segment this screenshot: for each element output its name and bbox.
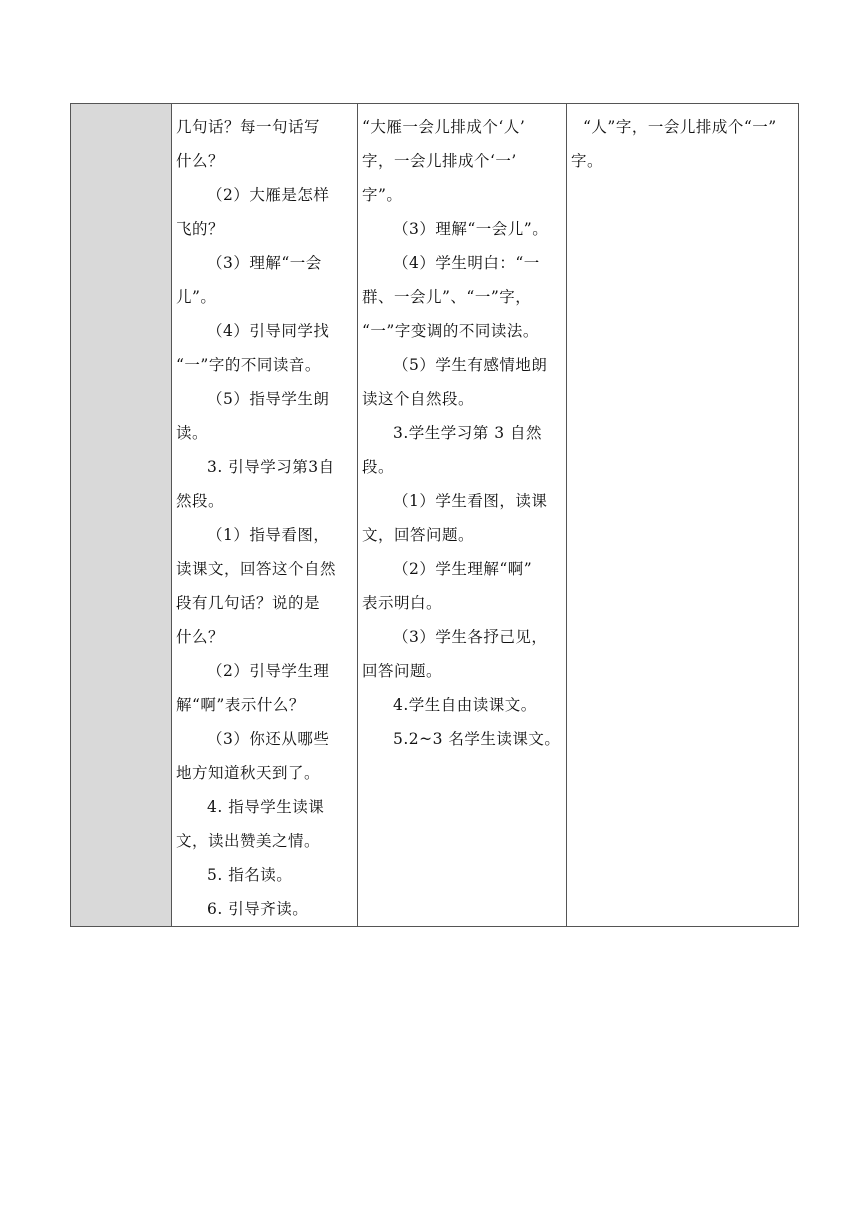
- teacher-line: 什么？: [176, 152, 225, 170]
- student-line: （3）理解“一会儿”。: [393, 220, 549, 238]
- notes-line: “人”字，一会儿排成个“一”: [583, 118, 777, 136]
- teacher-line: （4）引导同学找: [207, 322, 330, 340]
- section-label-cell: [71, 104, 172, 927]
- student-activity-cell: [358, 104, 567, 927]
- teacher-line: 解“啊”表示什么？: [176, 696, 305, 714]
- student-line: 文，回答问题。: [362, 526, 475, 544]
- student-line: 表示明白。: [362, 594, 443, 612]
- teacher-line: 什么？: [176, 628, 225, 646]
- teacher-line: 6. 引导齐读。: [207, 900, 309, 918]
- student-line: “一”字变调的不同读法。: [362, 322, 539, 340]
- teacher-line: （2）大雁是怎样: [207, 186, 330, 204]
- teacher-line: 4. 指导学生读课: [207, 798, 325, 816]
- student-line: （2）学生理解“啊”: [393, 560, 533, 578]
- student-line: （3）学生各抒己见，: [393, 628, 548, 646]
- teacher-line: （3）理解“一会: [207, 254, 322, 272]
- student-line: 读这个自然段。: [362, 390, 475, 408]
- student-line: 5.2~3 名学生读课文。: [393, 730, 561, 748]
- teacher-line: （5）指导学生朗: [207, 390, 330, 408]
- student-line: “大雁一会儿排成个‘人’: [362, 118, 526, 136]
- teacher-line: 几句话？每一句话写: [176, 118, 321, 136]
- student-line: 3.学生学习第 3 自然: [393, 424, 543, 442]
- teacher-line: “一”字的不同读音。: [176, 356, 321, 374]
- student-line: 回答问题。: [362, 662, 443, 680]
- student-line: 群、一会儿”、“一”字，: [362, 288, 532, 306]
- student-line: 4.学生自由读课文。: [393, 696, 537, 714]
- table-row: [71, 104, 799, 927]
- student-line: 段。: [362, 458, 395, 476]
- student-line: （5）学生有感情地朗: [393, 356, 548, 374]
- teacher-line: 儿”。: [176, 288, 217, 306]
- student-line: （4）学生明白：“一: [393, 254, 540, 272]
- student-line: （1）学生看图，读课: [393, 492, 548, 510]
- teacher-line: 段有几句话？说的是: [176, 594, 321, 612]
- teacher-line: （2）引导学生理: [207, 662, 330, 680]
- student-line: 字”。: [362, 186, 403, 204]
- teacher-line: 文，读出赞美之情。: [176, 832, 321, 850]
- teacher-line: （1）指导看图，: [207, 526, 330, 544]
- teacher-line: 3. 引导学习第3自: [207, 458, 335, 476]
- design-notes-cell: [567, 104, 799, 927]
- student-line: 字，一会儿排成个‘一’: [362, 152, 517, 170]
- teacher-line: 读课文，回答这个自然: [176, 560, 337, 578]
- teacher-line: 然段。: [176, 492, 225, 510]
- teacher-line: （3）你还从哪些: [207, 730, 330, 748]
- teacher-line: 读。: [176, 424, 209, 442]
- teacher-activity-cell: [172, 104, 358, 927]
- lesson-plan-table: [70, 103, 799, 927]
- teacher-line: 5. 指名读。: [207, 866, 293, 884]
- teacher-line: 飞的？: [176, 220, 225, 238]
- notes-line: 字。: [571, 152, 604, 170]
- teacher-line: 地方知道秋天到了。: [176, 764, 321, 782]
